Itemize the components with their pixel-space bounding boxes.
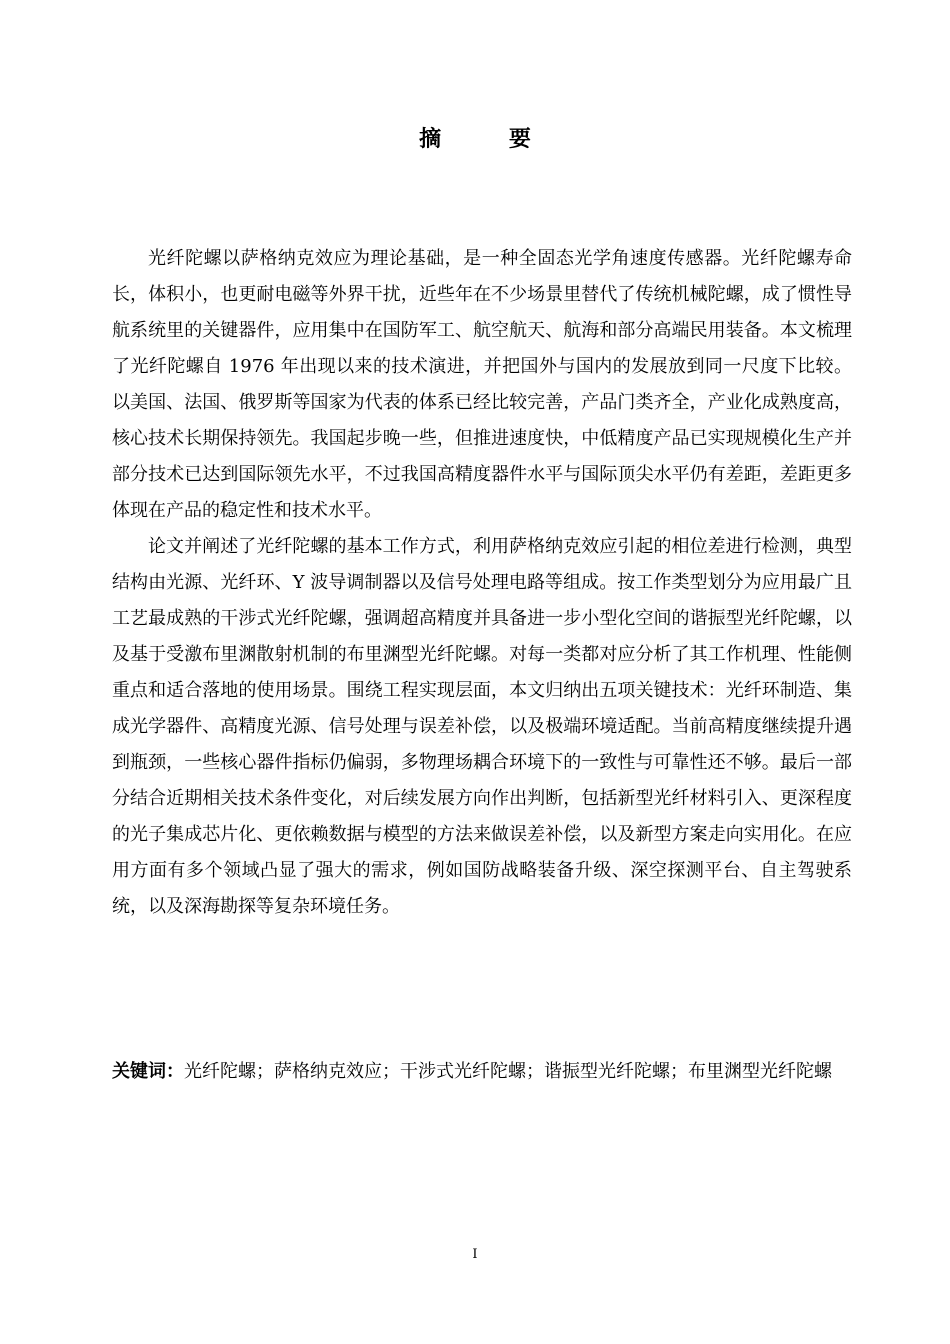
abstract-title: 摘 要 <box>419 127 561 152</box>
abstract-paragraph-2: 论文并阐述了光纤陀螺的基本工作方式，利用萨格纳克效应引起的相位差进行检测，典型结构由光源、光纤环、Y 波导调制器以及信号处理电路等组成。按工作类型划分为应用最广且工艺最成熟的干涉式光纤陀螺，强调超高精度并具备进一步小型化空间的谐振型光纤陀螺，以及基于受激布里渊散射机制的布里渊型光纤陀螺。对每一类都对应分析了其工作机理、性能侧重点和适合落地的使用场景。围绕工程实现层面，本文归纳出五项关键技术：光纤环制造、集成光学器件、高精度光源、信号处理与误差补偿，以及极端环境适配。当前高精度继续提升遇到瓶颈，一些核心器件指标仍偏弱，多物理场耦合环境下的一致性与可靠性还不够。最后一部分结合近期相关技术条件变化，对后续发展方向作出判断，包括新型光纤材料引入、更深程度的光子集成芯片化、更依赖数据与模型的方法来做误差补偿，以及新型方案走向实用化。在应用方面有多个领域凸显了强大的需求，例如国防战略装备升级、深空探测平台、自主驾驶系统，以及深海勘探等复杂环境任务。 <box>112 536 852 917</box>
abstract-body <box>112 241 852 925</box>
page-number: I <box>472 1247 478 1262</box>
keywords-label: 关键词： <box>112 1061 184 1082</box>
keywords-text: 光纤陀螺；萨格纳克效应；干涉式光纤陀螺；谐振型光纤陀螺；布里渊型光纤陀螺 <box>184 1061 832 1082</box>
keywords-block <box>112 1054 852 1090</box>
abstract-paragraph-1: 光纤陀螺以萨格纳克效应为理论基础，是一种全固态光学角速度传感器。光纤陀螺寿命长，体积小，也更耐电磁等外界干扰，近些年在不少场景里替代了传统机械陀螺，成了惯性导航系统里的关键器件，应用集中在国防军工、航空航天、航海和部分高端民用装备。本文梳理了光纤陀螺自 1976 年出现以来的技术演进，并把国外与国内的发展放到同一尺度下比较。以美国、法国、俄罗斯等国家为代表的体系已经比较完善，产品门类齐全，产业化成熟度高，核心技术长期保持领先。我国起步晚一些，但推进速度快，中低精度产品已实现规模化生产并部分技术已达到国际领先水平，不过我国高精度器件水平与国际顶尖水平仍有差距，差距更多体现在产品的稳定性和技术水平。 <box>112 248 852 521</box>
